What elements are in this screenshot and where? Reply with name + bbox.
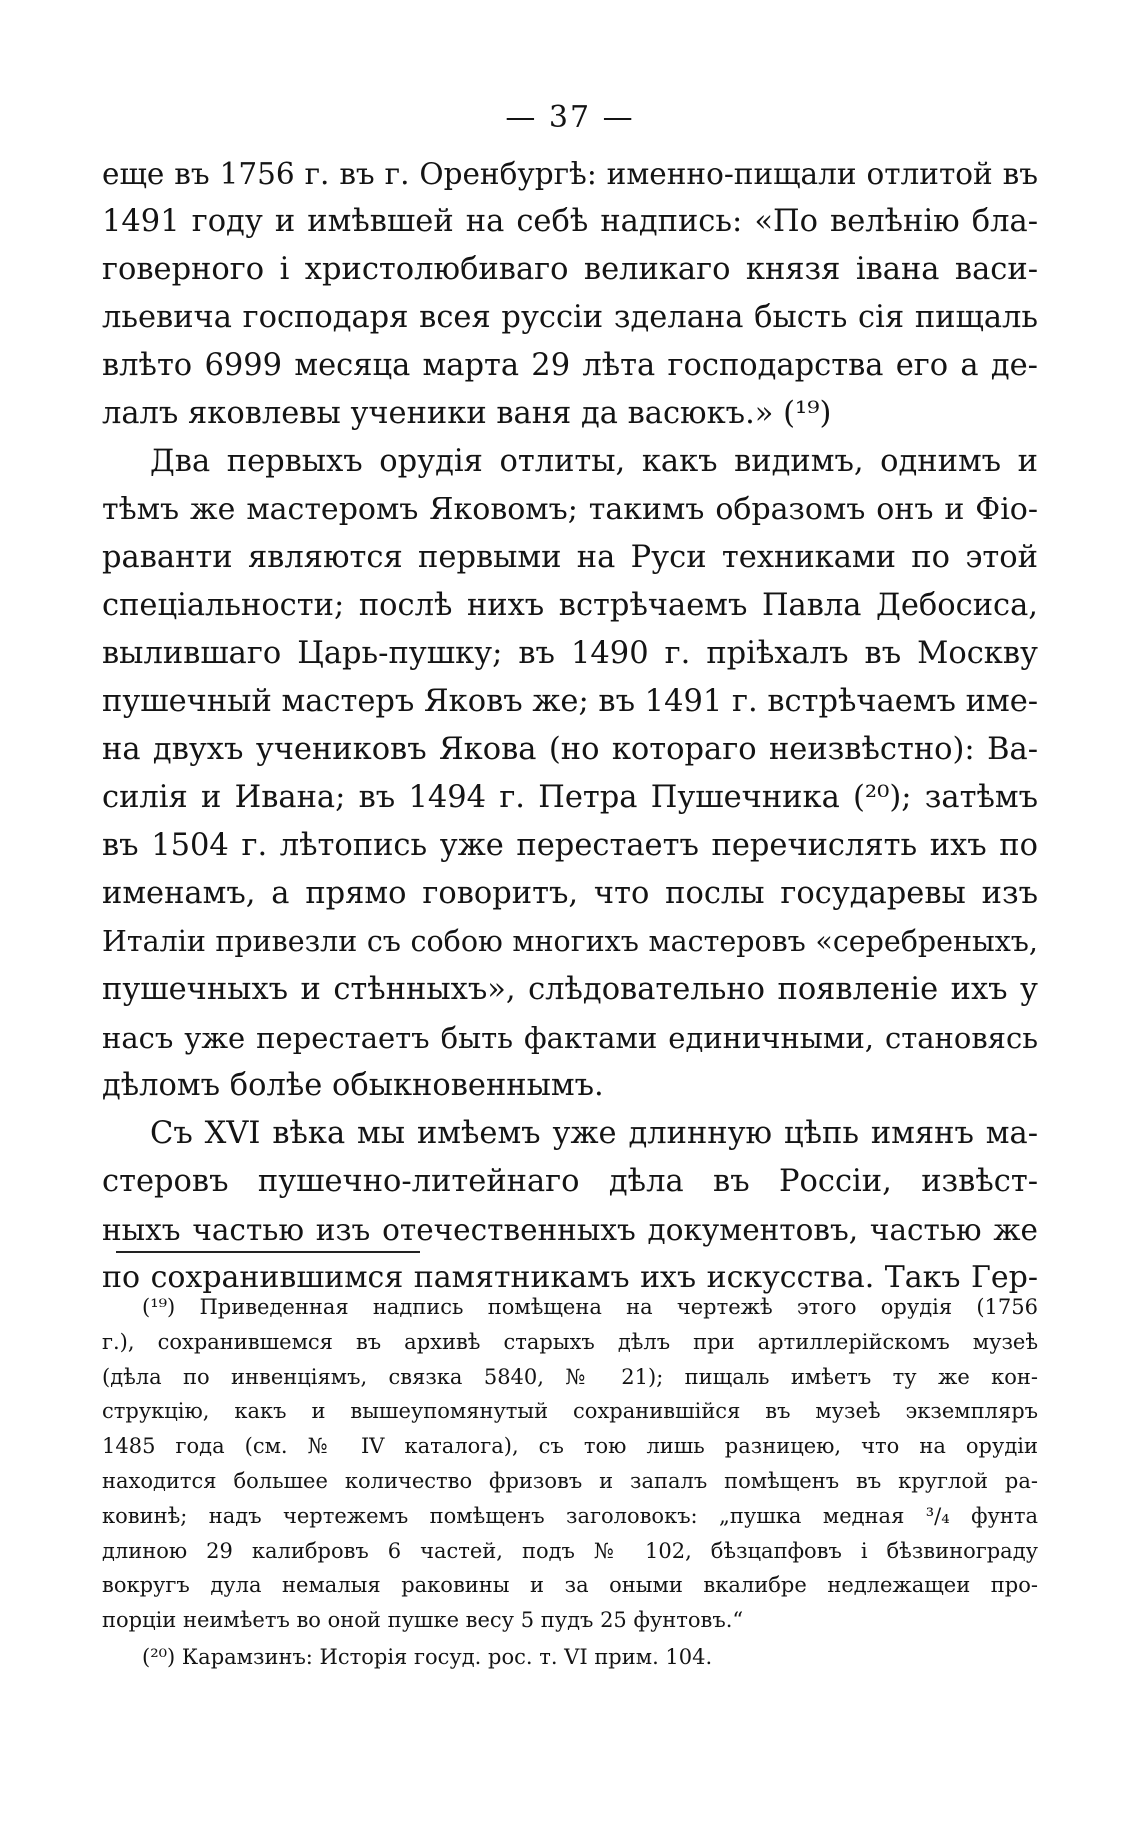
footnote-line: струкцію, какъ и вышеупомянутый сохранившійся въ музеѣ экземпляръ [102, 1399, 1038, 1424]
footnote-line: вокругъ дула немалыя раковины и за оными вкалибре недлежащеи про- [102, 1573, 1038, 1598]
text-line: влѣто 6999 месяца марта 29 лѣта господарства его а де- [102, 348, 1038, 383]
footnote-divider [116, 1251, 420, 1253]
text-line: Италіи привезли съ собою многихъ мастеровъ «серебреныхъ, [102, 925, 1038, 958]
footnotes [102, 1290, 1038, 1675]
footnote-line: (дѣла по инвенціямъ, связка 5840, № 21); пищаль имѣетъ ту же кон- [102, 1364, 1038, 1389]
text-line: льевича господаря всея руссіи зделана бысть сія пищаль [102, 300, 1038, 335]
text-line: по сохранившимся памятникамъ ихъ искусства. Такъ Гер- [102, 1260, 1038, 1295]
text-line: на двухъ учениковъ Якова (но котораго неизвѣстно): Ва- [102, 732, 1038, 767]
text-line: ныхъ частью изъ отечественныхъ документовъ, частью же [102, 1213, 1038, 1247]
text-line: дѣломъ болѣе обыкновеннымъ. [102, 1068, 604, 1103]
footnote-20 [102, 1640, 1038, 1675]
footnote-19 [102, 1290, 1038, 1325]
footnote-line: порціи неимѣетъ во оной пушке весу 5 пудъ 25 фунтовъ.“ [102, 1608, 744, 1633]
text-line: спеціальности; послѣ нихъ встрѣчаемъ Павла Дебосиса, [102, 588, 1038, 623]
footnote-line: длиною 29 калибровъ 6 частей, подъ № 102, бѣзцапфовъ і бѣзвинограду [102, 1538, 1038, 1563]
text-line: еще въ 1756 г. въ г. Оренбургѣ: именно-пищали отлитой въ [102, 157, 1038, 191]
footnote-line: г.), сохранившемся въ архивѣ старыхъ дѣлъ при артиллерійскомъ музеѣ [102, 1329, 1038, 1354]
footnote-text: Карамзинъ: Исторія госуд. рос. т. VI прим. 104. [181, 1644, 713, 1669]
text-line: силія и Ивана; въ 1494 г. Петра Пушечника (²⁰); затѣмъ [102, 780, 1038, 815]
text-line: насъ уже перестаетъ быть фактами единичными, становясь [102, 1021, 1038, 1055]
text-line: пушечныхъ и стѣнныхъ», слѣдовательно появленіе ихъ у [102, 972, 1038, 1007]
text-line: раванти являются первыми на Руси техниками по этой [102, 540, 1038, 575]
footnote-line: находится большее количество фризовъ и запалъ помѣщенъ въ круглой ра- [102, 1468, 1038, 1493]
text-line: говерного і христолюбиваго великаго князя івана васи- [102, 252, 1038, 287]
main-text [102, 150, 1038, 1302]
text-line: вылившаго Царь-пушку; въ 1490 г. пріѣхалъ въ Москву [102, 636, 1038, 671]
text-line: 1491 году и имѣвшей на себѣ надпись: «По велѣнію бла- [102, 204, 1038, 239]
footnote-text: Приведенная надпись помѣщена на чертежѣ этого орудія (1756 [199, 1295, 1038, 1319]
text-line: лалъ яковлевы ученики ваня да васюкъ.» (¹⁹) [102, 396, 832, 431]
page-number: — 37 — [505, 100, 635, 135]
text-line: именамъ, а прямо говоритъ, что послы государевы изъ [102, 876, 1038, 911]
text-line: въ 1504 г. лѣтопись уже перестаетъ перечислять ихъ по [102, 828, 1038, 863]
footnote-marker: (¹⁹) [142, 1295, 176, 1319]
text-line: Два первыхъ орудія отлиты, какъ видимъ, однимъ и [150, 444, 1038, 479]
footnote-marker: (²⁰) [142, 1644, 176, 1669]
text-line: тѣмъ же мастеромъ Яковомъ; такимъ образомъ онъ и Фіо- [102, 492, 1038, 527]
text-line: Съ XVI вѣка мы имѣемъ уже длинную цѣпь имянъ ма- [150, 1116, 1038, 1151]
text-line: пушечный мастеръ Яковъ же; въ 1491 г. встрѣчаемъ име- [102, 684, 1039, 719]
footnote-line: ковинѣ; надъ чертежемъ помѣщенъ заголовокъ: „пушка медная ³/₄ фунта [102, 1503, 1038, 1528]
footnote-line: 1485 года (см. № IV каталога), съ тою лишь разницею, что на орудіи [102, 1434, 1038, 1459]
text-line: стеровъ пушечно-литейнаго дѣла въ Россіи, извѣст- [102, 1164, 1038, 1199]
